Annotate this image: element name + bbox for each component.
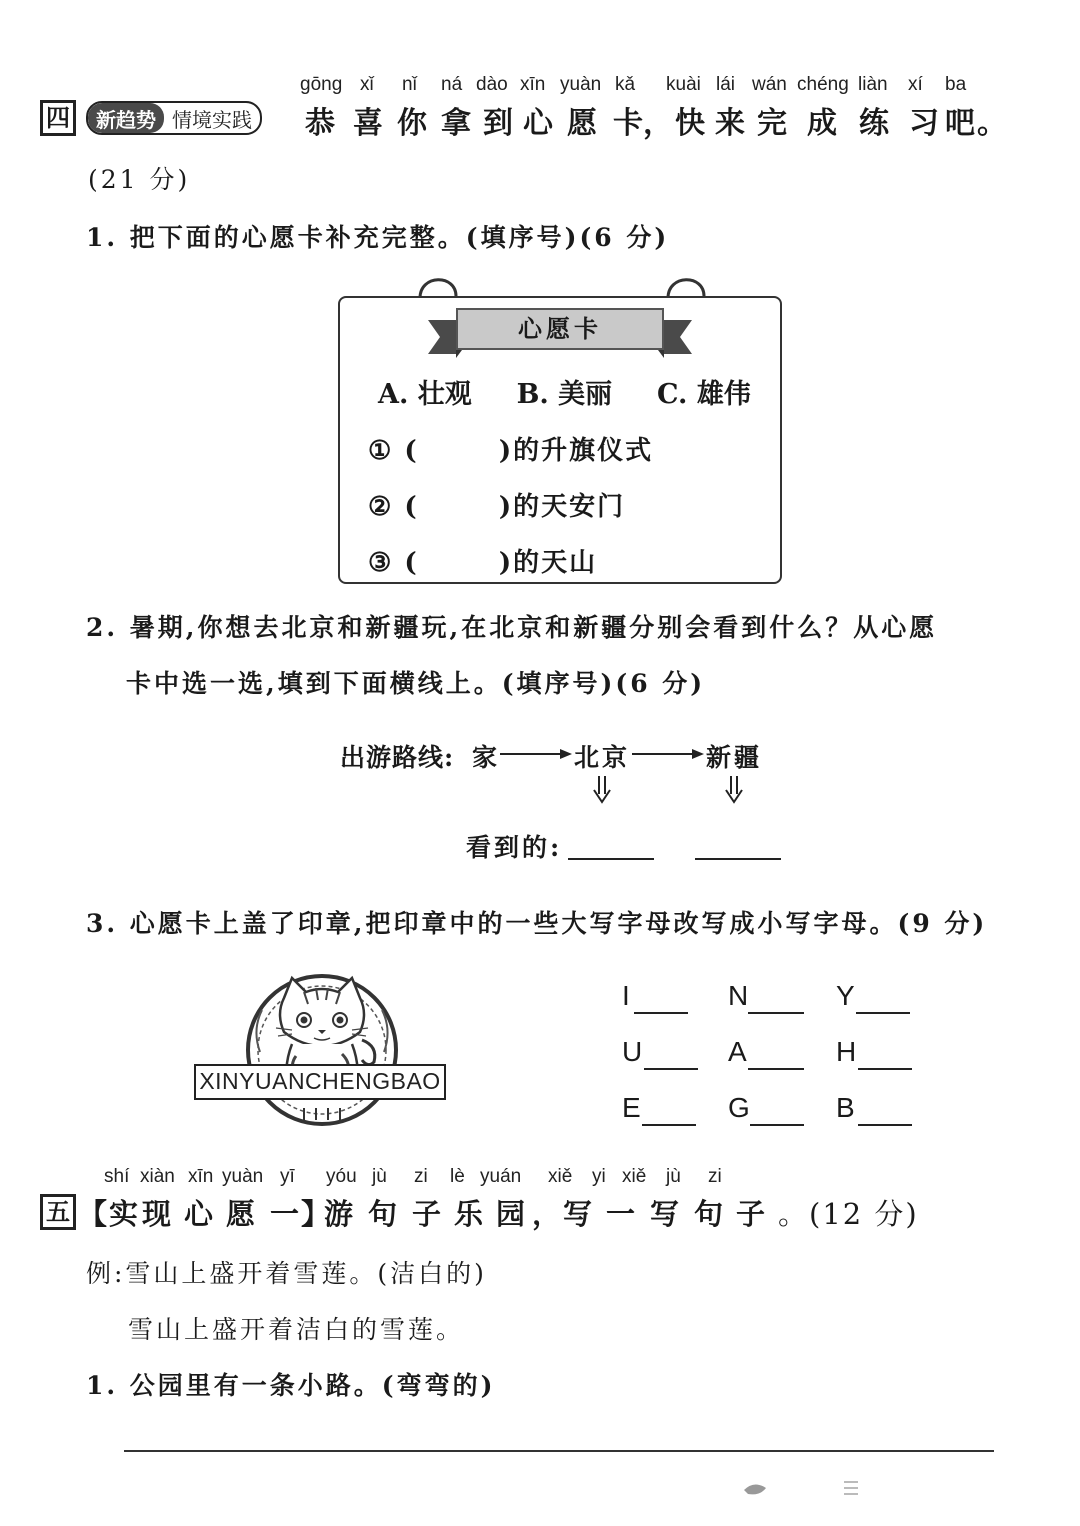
letter-cell (728, 1092, 750, 1124)
pinyin: xí (908, 74, 923, 95)
title-char: 愿 (226, 1197, 258, 1231)
pinyin: kǎ (615, 74, 636, 95)
option-a: A. 壮观 (378, 379, 472, 410)
uppercase-letter: E (622, 1092, 641, 1123)
title-char: 子 (736, 1197, 768, 1231)
seen-label: 看到的: (466, 833, 563, 862)
item-text: )的升旗仪式 (498, 436, 654, 466)
pinyin: ná (441, 74, 463, 95)
section5-title (78, 1192, 978, 1232)
pinyin: zi (414, 1166, 428, 1187)
pinyin: lái (716, 74, 736, 95)
pinyin: xiě (622, 1166, 647, 1187)
double-arrow-down-icon (724, 776, 744, 804)
title-char: 心 (184, 1197, 216, 1231)
pinyin: dào (476, 74, 508, 95)
item-number: ③ (368, 548, 394, 578)
card-item-2 (368, 486, 625, 523)
title-char: ，写 (532, 1197, 595, 1231)
section5-pinyin-row (104, 1166, 744, 1190)
uppercase-letter: I (622, 980, 630, 1011)
answer-blank[interactable] (634, 1012, 688, 1014)
title-char: 乐 (454, 1197, 486, 1231)
pinyin: gōng (300, 74, 343, 95)
option-c: C. 雄伟 (657, 379, 751, 410)
example-answer: 雪山上盛开着洁白的雪莲。 (128, 1315, 465, 1344)
title-char: 子 (412, 1197, 444, 1231)
answer-blank[interactable] (856, 1012, 910, 1014)
letter-cell (622, 980, 630, 1012)
title-char: 一】 (270, 1197, 333, 1231)
pinyin: jù (372, 1166, 387, 1187)
item-number: ② (368, 492, 394, 522)
uppercase-letter: H (836, 1036, 857, 1067)
title-char: 游 (324, 1197, 356, 1231)
section5-header (40, 1194, 76, 1230)
section4-header (40, 100, 262, 136)
uppercase-letter: A (728, 1036, 747, 1067)
pinyin: yuán (480, 1166, 522, 1187)
letter-cell (728, 1036, 747, 1068)
answer-blank[interactable] (750, 1124, 804, 1126)
option-b: B. 美丽 (516, 379, 613, 410)
q1-prompt: 1. 把下面的心愿卡补充完整。(填序号)(6 分) (86, 223, 670, 252)
wish-card (338, 276, 782, 584)
pinyin: liàn (858, 74, 888, 95)
section-number: 五 (40, 1194, 76, 1230)
q2-prompt-line1: 2. 暑期,你想去北京和新疆玩,在北京和新疆分别会看到什么？从心愿 (86, 613, 938, 642)
pinyin: lè (450, 1166, 465, 1187)
card-item-1 (368, 430, 653, 467)
title-char: 【实 (78, 1197, 141, 1231)
answer-blank[interactable] (748, 1068, 804, 1070)
title-char: 愿 (567, 106, 599, 141)
pinyin: yī (280, 1166, 295, 1187)
title-char: 拿 (441, 106, 473, 141)
letter-grid (622, 980, 922, 1140)
title-char: 到 (483, 106, 515, 141)
section4-title (305, 98, 1009, 141)
new-trend-badge (86, 101, 262, 135)
item-number: ① (368, 436, 394, 466)
card-item-3 (368, 542, 597, 579)
letter-cell (836, 1036, 856, 1068)
title-char: 你 (397, 106, 429, 141)
title-char: 来 (715, 106, 747, 141)
badge-dark-label: 新趋势 (88, 103, 164, 133)
uppercase-letter: N (728, 980, 749, 1011)
title-char: 一 (606, 1197, 638, 1231)
pinyin: xīn (520, 74, 546, 95)
title-char: 句 (368, 1197, 400, 1231)
pinyin: xiě (548, 1166, 573, 1187)
route-beijing: 北京 (574, 743, 631, 772)
title-char: 。(12 分) (778, 1197, 919, 1231)
section4-score: (21 分) (88, 165, 191, 194)
item-open-paren: ( (404, 436, 419, 466)
letter-cell (622, 1092, 641, 1124)
letter-cell (622, 1036, 642, 1068)
title-char: 完 (757, 106, 789, 141)
answer-blank[interactable] (748, 1012, 804, 1014)
answer-line[interactable] (124, 1450, 994, 1452)
pinyin: xǐ (360, 74, 374, 95)
route-label: 出游路线: (340, 743, 455, 772)
pinyin: yuàn (222, 1166, 264, 1187)
pinyin: yi (592, 1166, 606, 1187)
section4-pinyin-row (300, 74, 990, 98)
title-char: 句 (694, 1197, 726, 1231)
uppercase-letter: B (836, 1092, 855, 1123)
title-char: 吧 (945, 106, 977, 141)
letter-cell (836, 1092, 855, 1124)
pinyin: jù (666, 1166, 681, 1187)
uppercase-letter: Y (836, 980, 855, 1011)
arrow-right-icon (632, 744, 704, 764)
double-arrow-down-icon (592, 776, 612, 804)
answer-blank[interactable] (642, 1124, 696, 1126)
title-char: ，快 (643, 106, 707, 141)
pinyin: shí (104, 1166, 130, 1187)
example-prompt: 例:雪山上盛开着雪莲。(洁白的) (86, 1259, 487, 1288)
seen-blank-beijing[interactable] (568, 858, 654, 860)
title-char: 练 (859, 106, 891, 141)
card-options (378, 372, 758, 411)
pinyin: chéng (797, 74, 849, 95)
title-char: 心 (523, 106, 555, 141)
letter-cell (728, 980, 748, 1012)
badge-light-label: 情境实践 (172, 107, 252, 132)
pinyin: yuàn (560, 74, 602, 95)
item-text: )的天安门 (498, 492, 626, 522)
card-title: 心愿卡 (456, 308, 664, 350)
title-char: 现 (142, 1197, 174, 1231)
title-char: 写 (650, 1197, 682, 1231)
pinyin: zi (708, 1166, 722, 1187)
title-char: 。 (977, 106, 1009, 141)
q2-prompt-line2: 卡中选一选,填到下面横线上。(填序号)(6 分) (126, 669, 706, 698)
cat-stamp-icon (192, 970, 452, 1130)
pinyin: ba (945, 74, 967, 95)
answer-blank[interactable] (858, 1124, 912, 1126)
arrow-right-icon (500, 744, 572, 764)
answer-blank[interactable] (644, 1068, 698, 1070)
q5-1-prompt: 1. 公园里有一条小路。(弯弯的) (86, 1371, 496, 1400)
title-char: 习 (909, 106, 941, 141)
stamp-text: XINYUANCHENGBAO (199, 1068, 441, 1094)
route-xinjiang: 新疆 (706, 743, 763, 772)
letter-cell (836, 980, 855, 1012)
item-open-paren: ( (404, 548, 419, 578)
uppercase-letter: U (622, 1036, 643, 1067)
seen-blank-xinjiang[interactable] (695, 858, 781, 860)
route-home: 家 (472, 743, 501, 772)
pinyin: wán (752, 74, 787, 95)
section-number: 四 (40, 100, 76, 136)
pinyin: kuài (666, 74, 701, 95)
pinyin: xīn (188, 1166, 214, 1187)
title-char: 恭 (305, 106, 337, 141)
pinyin: xiàn (140, 1166, 175, 1187)
answer-blank[interactable] (858, 1068, 912, 1070)
title-char: 卡 (613, 106, 645, 141)
page-decoration-icon (740, 1474, 870, 1504)
pinyin: yóu (326, 1166, 357, 1187)
title-char: 成 (807, 106, 839, 141)
title-char: 园 (496, 1197, 528, 1231)
item-open-paren: ( (404, 492, 419, 522)
item-text: )的天山 (498, 548, 598, 578)
q3-prompt: 3. 心愿卡上盖了印章,把印章中的一些大写字母改写成小写字母。(9 分) (86, 909, 988, 938)
stamp-cat-image (192, 970, 452, 1130)
title-char: 喜 (353, 106, 385, 141)
pinyin: nǐ (402, 74, 417, 95)
uppercase-letter: G (728, 1092, 750, 1123)
